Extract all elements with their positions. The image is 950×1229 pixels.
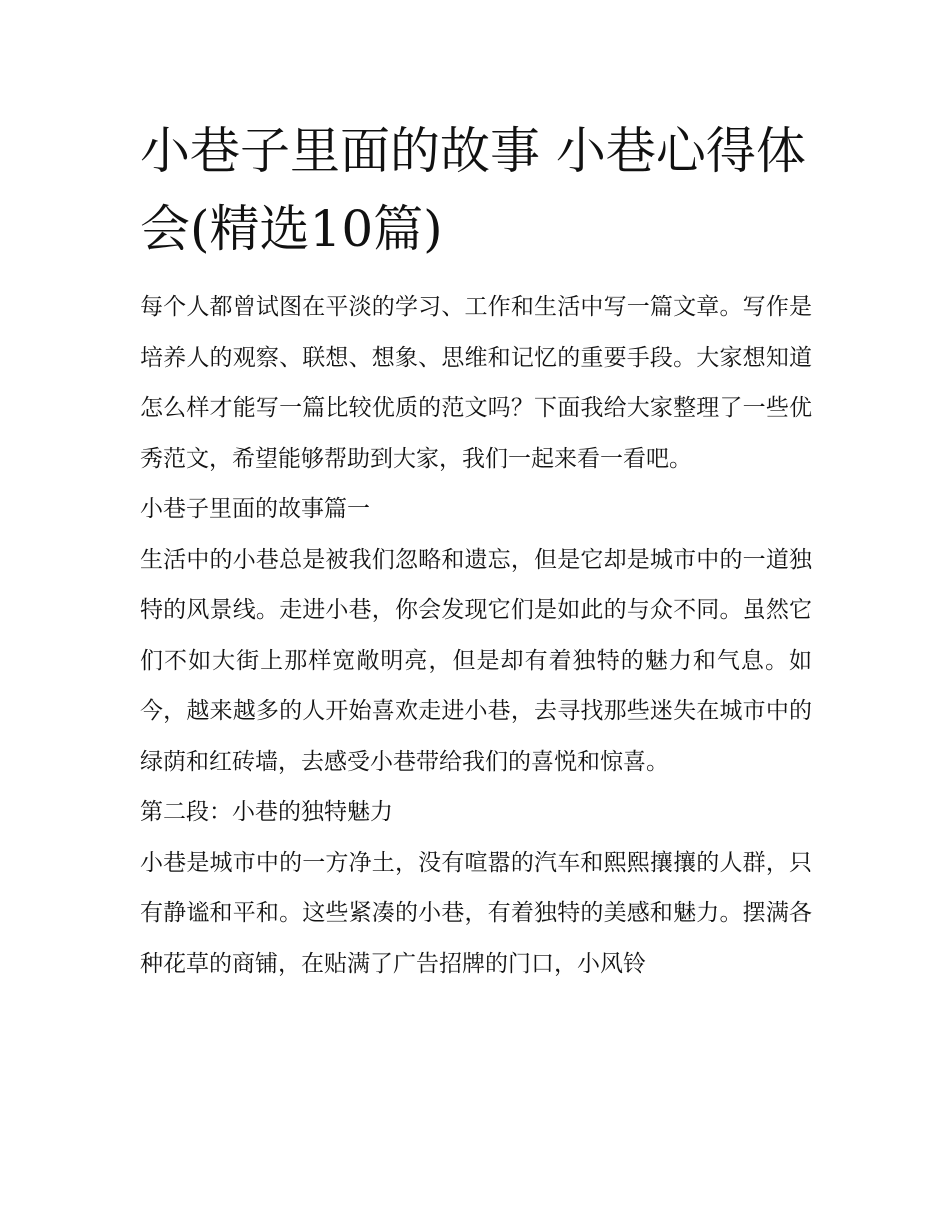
document-page — [140, 112, 812, 989]
subsection-paragraph: 小巷是城市中的一方净土，没有喧嚣的汽车和熙熙攘攘的人群，只有静谧和平和。这些紧凑的小巷，有着独特的美感和魅力。摆满各种花草的商铺，在贴满了广告招牌的门口，小风铃 — [140, 849, 812, 977]
section-heading: 小巷子里面的故事篇一 — [140, 496, 370, 522]
intro-paragraph: 每个人都曾试图在平淡的学习、工作和生活中写一篇文章。写作是培养人的观察、联想、想象、思维和记忆的重要手段。大家想知道怎么样才能写一篇比较优质的范文吗？下面我给大家整理了一些优秀范文，希望能够帮助到大家，我们一起来看一看吧。 — [140, 294, 812, 472]
section-paragraph: 生活中的小巷总是被我们忽略和遗忘，但是它却是城市中的一道独特的风景线。走进小巷，你会发现它们是如此的与众不同。虽然它们不如大街上那样宽敞明亮，但是却有着独特的魅力和气息。如今，越来越多的人开始喜欢走进小巷，去寻找那些迷失在城市中的绿荫和红砖墙，去感受小巷带给我们的喜悦和惊喜。 — [140, 546, 812, 775]
subsection-heading: 第二段：小巷的独特魅力 — [140, 799, 393, 825]
document-title: 小巷子里面的故事 小巷心得体会(精选10篇) — [140, 122, 806, 258]
